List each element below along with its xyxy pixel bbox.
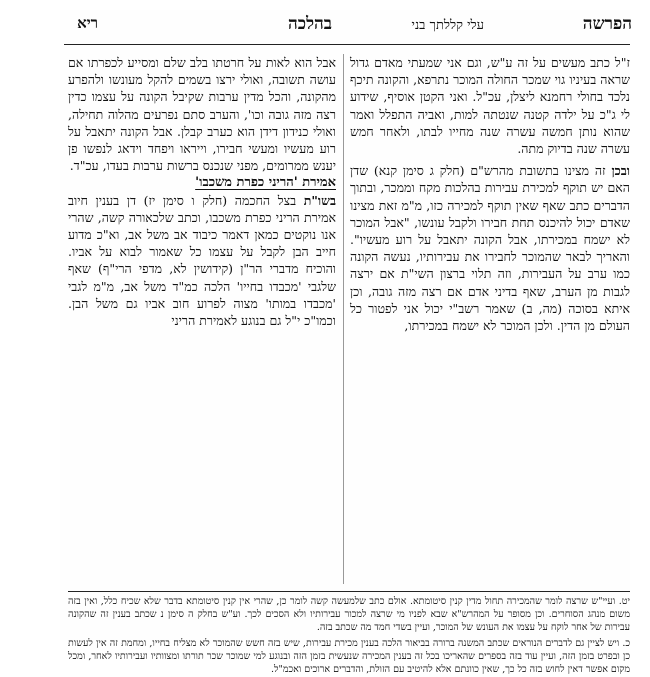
running-header <box>60 14 632 38</box>
footnote-rule <box>68 591 630 592</box>
header-book-title: עלי קללתך בני <box>411 18 484 33</box>
left-paragraph-2 <box>68 192 336 330</box>
header-bahalacha: בהלכה <box>287 14 332 34</box>
footnote-1: יט. ועיי"ש שרצה לומר שהמכירה תחול מדין קנין סיטומתא. אולם כתב שלמעשה קשה לומר כן, שהרי אין קנין סיטומתא בדבר שלא שכיח כלל, ואין בזה משום מנהג הסוחרים. וכן מסופר על המהרש"א שבא לפניו מי שרצה למכור עבירותיו ולא הסכים לכך. וע"ש בחלק ה סימן נ שכתב בענין זה שהקונה עבירות של אחר לוקח על עצמו את העונש של המוכר, ועיין בשדי חמד מה שכתב בזה. <box>68 596 630 633</box>
section-heading: אמירת 'הריני כפרת משכבו' <box>195 175 336 191</box>
right-paragraph-1: ז"ל כתב מעשים על זה ע"ש, וגם אני שמעתי מאדם גדול שראה בעיניו גוי שמכר החולה המוכר נתרפא, והקונה תיכף נלכד בחולי רחמנא ליצלן, עכ"ל. ואני הקטן אוסיף, שידוע לי ג"כ על ילדה קטנה שנטתה למות, ואביה התפלל ואמר שהוא נותן חמשה עשרה שנה מחייו לבתו, ולאחר חמש עשרה שנה בדיוק מתה. <box>350 55 630 157</box>
footnote-2: כ. ויש לציין גם לדברים הנוראים שכתב המשנה ברורה בביאור הלכה בענין מכירת עבירות, שיש בזה חשש שהמוכר לא מצליח בחייו, ומחמת זה אין לעשות כן ובפרט בזמן הזה, ועיין עוד בזה בספרים שהאריכו בכל זה בענין המכירה שנעשית בזמן הזה ובנוגע למי שמוכר שכר תורתו ומצוותיו ועבירותיו לאחר, ומכל מקום אפשר דאין לחוש בזה כל כך, שאין כוונתם אלא להיטיב עם הזולת, והדברים ארוכים ואכמ"ל. <box>68 638 630 675</box>
column-divider <box>343 54 344 584</box>
right-paragraph-2-text: זה מצינו בתשובת מהרש"ם (חלק ג סימן קנא) שדן האם יש תוקף למכירת עבירות בהלכות מקח וממכר, ובתוך הדברים כתב שאף שאין תוקף למכירה כזו, מ"מ זאת מצינו שאדם יכול להיכנס תחת חבירו ולקבל עונשו, "אבל המוכר לא ישמח במכירתו, אבל הקונה יתאבל על רוע מעשיו". והאריך לבאר שהמוכר לחבירו את עבירותיו, נעשה הקונה כמו ערב על העבירות, וזה תלוי ברצון השי"ת אם ירצה לגבות מן הערב, שאף בדיני אדם אם רצה מזה גובה, וכן איתא בסוכה (מה, ב) שאמר רשב"י יכול אני לפטור כל העולם מן הדין. ולכן המוכר לא ישמח במכירתו, <box>350 163 630 334</box>
right-paragraph-2-lead: ובכן <box>611 163 630 179</box>
header-rule <box>64 44 630 45</box>
left-paragraph-2-lead: בשו"ת <box>303 192 336 208</box>
right-column <box>350 54 630 334</box>
footnotes <box>68 596 630 677</box>
right-paragraph-2 <box>350 162 630 334</box>
page-number: ריא <box>77 14 98 32</box>
left-paragraph-1: אבל הוא לאות על חרטתו בלב שלם ומסייע לכפרתו אם עושה תשובה, ואולי ירצו בשמים להקל מעונשו ולהפרע מהקונה, והכל מדין ערבות שקיבל הקונה על עצמו כדין רצה מזה גובה וכו', והערב סתם נפרעים מהלוה תחילה, ואולי כנידון דידן הוא כערב קבלן. אבל הקונה יתאבל על רוע מעשיו ומעשי חבירו, וייראו ויפחד וידאג לנפשו פן יענש ממרומים, מפני שנכנס ברשות ערבות בעדו, עכ"ד. <box>68 55 336 174</box>
left-column <box>68 54 336 329</box>
header-parasha: הפרשה <box>582 14 632 34</box>
left-paragraph-2-text: בצל החכמה (חלק ו סימן יז) דן בענין חיוב אמירת הריני כפרת משכבו, וכתב שלכאורה קשה, שהרי אנו נוקטים כמאן דאמר כיבוד אב משל אב, וא"כ מדוע חייב הבן לקבל על עצמו כל שאמור לבוא על אביו. והוכיח מדברי הר"ן (קידושין לא, מדפי הרי"ף) שאף שלגבי 'מכבדו בחייו' הלכה כמ"ד משל אב, מ"מ לגבי 'מכבדו במותו' מצוה לפרוע חוב אביו גם משל הבן. וכמו"כ י"ל גם בנוגע לאמירת הריני <box>68 192 336 329</box>
